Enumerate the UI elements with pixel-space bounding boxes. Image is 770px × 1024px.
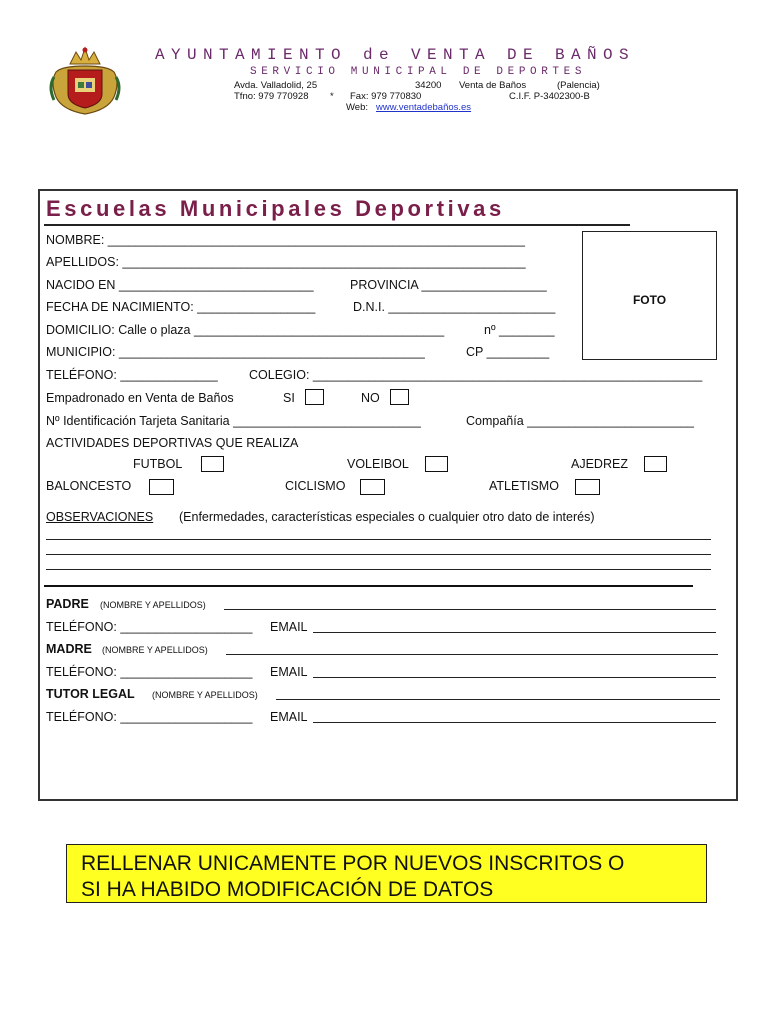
madre-label: MADRE bbox=[46, 642, 92, 656]
actividades-heading: ACTIVIDADES DEPORTIVAS QUE REALIZA bbox=[46, 436, 299, 450]
padre-name-line[interactable] bbox=[224, 609, 716, 610]
tutor-legal-label: TUTOR LEGAL bbox=[46, 687, 135, 701]
compania-field[interactable]: Compañía ________________________ bbox=[466, 414, 694, 428]
futbol-label: FUTBOL bbox=[133, 457, 183, 471]
tutor-name-hint: (NOMBRE Y APELLIDOS) bbox=[152, 690, 258, 700]
atletismo-checkbox[interactable] bbox=[575, 479, 600, 495]
section-separator bbox=[44, 585, 693, 587]
empadronado-label: Empadronado en Venta de Baños bbox=[46, 391, 234, 405]
title-underline bbox=[44, 224, 630, 226]
notice-line-2: SI HA HABIDO MODIFICACIÓN DE DATOS bbox=[81, 878, 494, 901]
coat-of-arms-icon bbox=[48, 42, 122, 116]
apellidos-field[interactable]: APELLIDOS: __________________________________________________________ bbox=[46, 255, 526, 269]
voleibol-checkbox[interactable] bbox=[425, 456, 448, 472]
telefono-field[interactable]: TELÉFONO: ______________ bbox=[46, 368, 218, 382]
municipality-title: AYUNTAMIENTO de VENTA DE BAÑOS bbox=[155, 46, 636, 64]
padre-label: PADRE bbox=[46, 597, 89, 611]
padre-email-line[interactable] bbox=[313, 632, 716, 633]
empadronado-si-checkbox[interactable] bbox=[305, 389, 324, 405]
tutor-telefono-field[interactable]: TELÉFONO: ___________________ bbox=[46, 710, 253, 724]
photo-box[interactable] bbox=[582, 231, 717, 360]
web-link[interactable]: www.ventadebaños.es bbox=[376, 102, 472, 113]
observaciones-line-1[interactable] bbox=[46, 539, 711, 540]
no-label: NO bbox=[361, 391, 380, 405]
cp-field[interactable]: CP _________ bbox=[466, 345, 550, 359]
empadronado-no-checkbox[interactable] bbox=[390, 389, 409, 405]
ajedrez-checkbox[interactable] bbox=[644, 456, 667, 472]
madre-email-line[interactable] bbox=[313, 677, 716, 678]
padre-name-hint: (NOMBRE Y APELLIDOS) bbox=[100, 600, 206, 610]
fecha-nacimiento-field[interactable]: FECHA DE NACIMIENTO: _________________ bbox=[46, 300, 316, 314]
nombre-field[interactable]: NOMBRE: ____________________________________________________________ bbox=[46, 233, 525, 247]
municipio-field[interactable]: MUNICIPIO: ____________________________________________ bbox=[46, 345, 425, 359]
tutor-email-line[interactable] bbox=[313, 722, 716, 723]
colegio-field[interactable]: COLEGIO: ________________________________________________________ bbox=[249, 368, 703, 382]
tarjeta-sanitaria-field[interactable]: Nº Identificación Tarjeta Sanitaria ___________________________ bbox=[46, 414, 421, 428]
baloncesto-checkbox[interactable] bbox=[149, 479, 174, 495]
observaciones-hint: (Enfermedades, características especiales o cualquier otro dato de interés) bbox=[179, 510, 595, 524]
address-text: Avda. Valladolid, 25 bbox=[234, 80, 318, 91]
padre-email-label: EMAIL bbox=[270, 620, 308, 634]
madre-telefono-field[interactable]: TELÉFONO: ___________________ bbox=[46, 665, 253, 679]
cif-text: C.I.F. P-3402300-B bbox=[509, 91, 590, 102]
domicilio-field[interactable]: DOMICILIO: Calle o plaza ____________________________________ bbox=[46, 323, 445, 337]
baloncesto-label: BALONCESTO bbox=[46, 479, 132, 493]
photo-label: FOTO bbox=[632, 293, 667, 307]
si-label: SI bbox=[283, 391, 295, 405]
city-text: Venta de Baños bbox=[459, 80, 527, 91]
fax-text: Fax: 979 770830 bbox=[350, 91, 422, 102]
ciclismo-checkbox[interactable] bbox=[360, 479, 385, 495]
bullet-text: * bbox=[330, 91, 334, 102]
tutor-email-label: EMAIL bbox=[270, 710, 308, 724]
provincia-field[interactable]: PROVINCIA __________________ bbox=[350, 278, 547, 292]
padre-telefono-field[interactable]: TELÉFONO: ___________________ bbox=[46, 620, 253, 634]
ajedrez-label: AJEDREZ bbox=[571, 457, 628, 471]
numero-field[interactable]: nº ________ bbox=[484, 323, 555, 337]
dni-field[interactable]: D.N.I. ________________________ bbox=[353, 300, 556, 314]
tutor-name-line[interactable] bbox=[276, 699, 720, 700]
postal-code-text: 34200 bbox=[415, 80, 442, 91]
ciclismo-label: CICLISMO bbox=[285, 479, 346, 493]
madre-name-hint: (NOMBRE Y APELLIDOS) bbox=[102, 645, 208, 655]
notice-line-1: RELLENAR UNICAMENTE POR NUEVOS INSCRITOS O bbox=[81, 852, 625, 875]
nacido-en-field[interactable]: NACIDO EN ____________________________ bbox=[46, 278, 314, 292]
notice-box bbox=[66, 844, 707, 903]
notice-text bbox=[81, 851, 624, 903]
futbol-checkbox[interactable] bbox=[201, 456, 224, 472]
madre-name-line[interactable] bbox=[226, 654, 718, 655]
observaciones-line-2[interactable] bbox=[46, 554, 711, 555]
form-title: Escuelas Municipales Deportivas bbox=[46, 196, 505, 221]
voleibol-label: VOLEIBOL bbox=[347, 457, 409, 471]
observaciones-line-3[interactable] bbox=[46, 569, 711, 570]
madre-email-label: EMAIL bbox=[270, 665, 308, 679]
observaciones-label: OBSERVACIONES bbox=[46, 510, 154, 524]
service-subtitle: SERVICIO MUNICIPAL DE DEPORTES bbox=[250, 66, 587, 78]
atletismo-label: ATLETISMO bbox=[489, 479, 559, 493]
phone-text: Tfno: 979 770928 bbox=[234, 91, 309, 102]
web-label: Web: bbox=[346, 102, 369, 113]
province-text: (Palencia) bbox=[557, 80, 600, 91]
